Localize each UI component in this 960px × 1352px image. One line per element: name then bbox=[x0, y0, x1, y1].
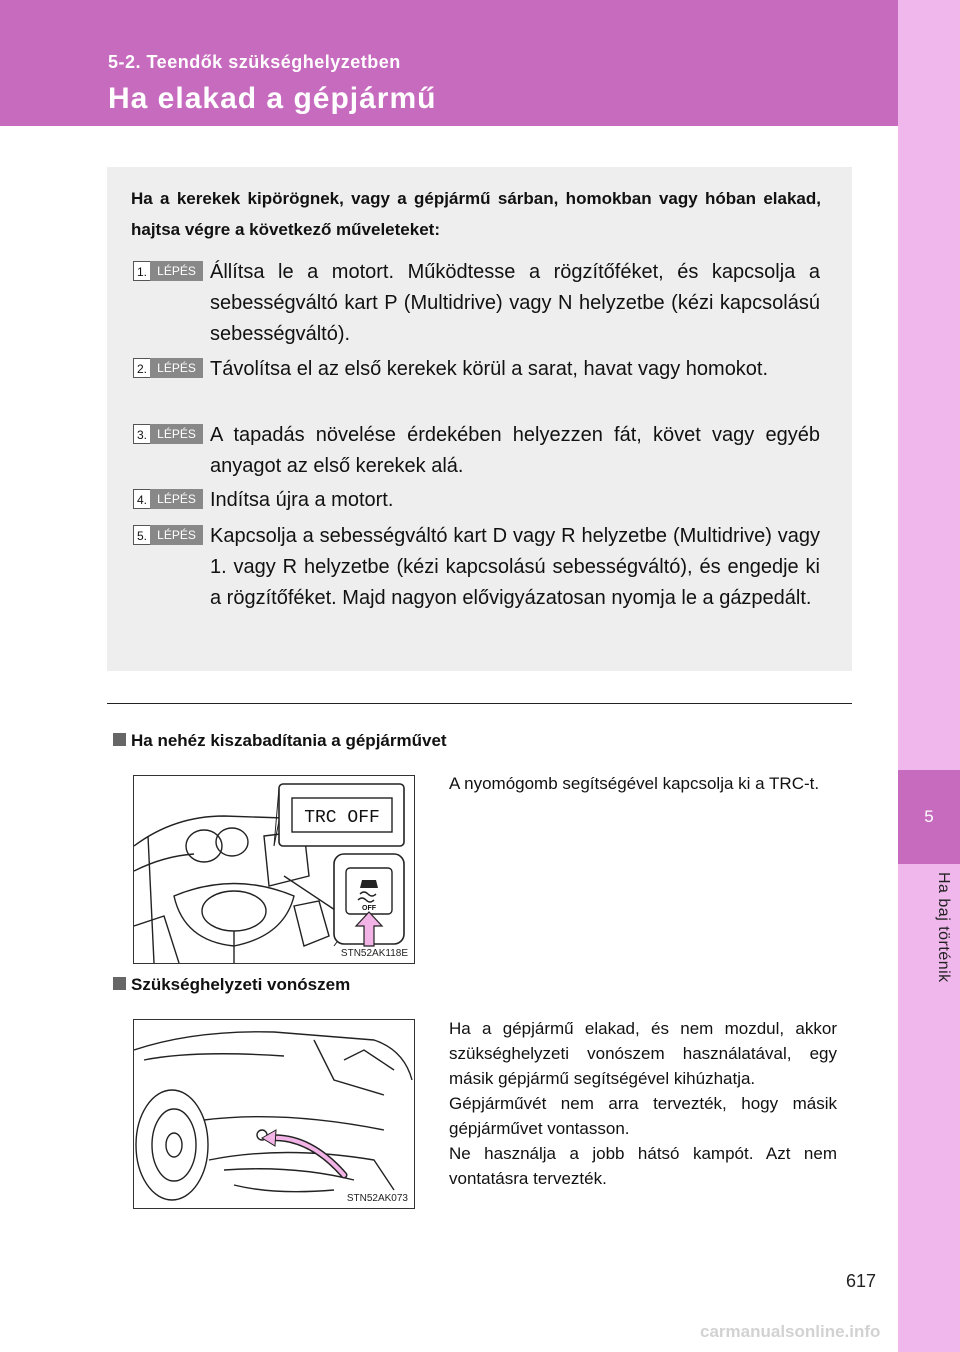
trc-button-label: OFF bbox=[362, 905, 376, 912]
step-badge bbox=[133, 424, 203, 444]
page-header bbox=[0, 0, 898, 126]
step-text: A tapadás növelése érdekében helyezzen fát, követ vagy egyéb anyagot az első kerekek alá. bbox=[210, 424, 820, 477]
square-bullet-icon bbox=[113, 733, 126, 746]
instruction-intro: Ha a kerekek kipörögnek, vagy a gépjármű sárban, homokban vagy hóban elakad, hajtsa végre a következő műveleteket: bbox=[131, 189, 821, 239]
step-label: LÉPÉS bbox=[150, 261, 203, 281]
step-text: Kapcsolja a sebességváltó kart D vagy R helyzetbe (Multidrive) vagy 1. vagy R helyzetbe (kézi kapcsolású sebességváltó), és engedje ki a rögzítőféket. Majd nagyon elővigyázatosan nyomja le a gázpedált. bbox=[210, 525, 820, 609]
subheading-trc: Ha nehéz kiszabadítania a gépjárművet bbox=[113, 731, 447, 751]
page-title: Ha elakad a gépjármű bbox=[108, 82, 437, 115]
trc-off-display-text: TRC OFF bbox=[304, 808, 380, 828]
step-number: 3. bbox=[133, 424, 151, 444]
towing-eye-text bbox=[449, 1016, 837, 1191]
arrow-icon bbox=[262, 1130, 276, 1146]
step-number: 4. bbox=[133, 489, 151, 509]
chapter-title: Ha baj történik bbox=[935, 872, 952, 983]
trc-instruction-text: A nyomógomb segítségével kapcsolja ki a TRC-t. bbox=[449, 774, 820, 793]
figure-trc-off bbox=[133, 775, 415, 964]
figure-code: STN52AK118E bbox=[340, 948, 408, 959]
figure-towing-eye bbox=[133, 1019, 415, 1209]
subheading-towing-eye: Szükséghelyzeti vonószem bbox=[113, 975, 350, 995]
step-badge bbox=[133, 358, 203, 378]
chapter-sidebar bbox=[898, 0, 960, 1352]
step-label: LÉPÉS bbox=[150, 489, 203, 509]
step-text: Állítsa le a motort. Működtesse a rögzítőféket, és kapcsolja a sebességváltó kart P (Multidrive) vagy N helyzetbe (kézi kapcsolású sebességváltó). bbox=[210, 261, 820, 345]
vehicle-underside-illustration bbox=[134, 1020, 414, 1208]
towing-eye-paragraph-1: Ha a gépjármű elakad, és nem mozdul, akkor szükséghelyzeti vonószem használatával, egy másik gépjármű segítségével kihúzhatja. bbox=[449, 1019, 837, 1088]
chapter-number: 5 bbox=[898, 770, 960, 864]
section-divider bbox=[107, 703, 852, 704]
step-label: LÉPÉS bbox=[150, 424, 203, 444]
step-label: LÉPÉS bbox=[150, 525, 203, 545]
towing-eye-paragraph-2: Gépjárművét nem arra tervezték, hogy másik gépjárművet vontasson. bbox=[449, 1094, 837, 1138]
step-number: 2. bbox=[133, 358, 151, 378]
step-number: 1. bbox=[133, 261, 151, 281]
step-badge bbox=[133, 261, 203, 281]
page-number: 617 bbox=[846, 1271, 877, 1291]
square-bullet-icon bbox=[113, 977, 126, 990]
instruction-box bbox=[107, 167, 852, 671]
step-badge bbox=[133, 525, 203, 545]
watermark: carmanualsonline.info bbox=[700, 1322, 881, 1341]
figure-code: STN52AK073 bbox=[346, 1193, 408, 1204]
step-text: Indítsa újra a motort. bbox=[210, 489, 394, 511]
section-label: 5-2. Teendők szükséghelyzetben bbox=[108, 52, 401, 72]
step-text: Távolítsa el az első kerekek körül a sarat, havat vagy homokot. bbox=[210, 358, 769, 380]
towing-eye-paragraph-3: Ne használja a jobb hátsó kampót. Azt nem vontatásra tervezték. bbox=[449, 1144, 837, 1188]
step-number: 5. bbox=[133, 525, 151, 545]
dashboard-illustration bbox=[134, 776, 414, 963]
step-badge bbox=[133, 489, 203, 509]
step-label: LÉPÉS bbox=[150, 358, 203, 378]
